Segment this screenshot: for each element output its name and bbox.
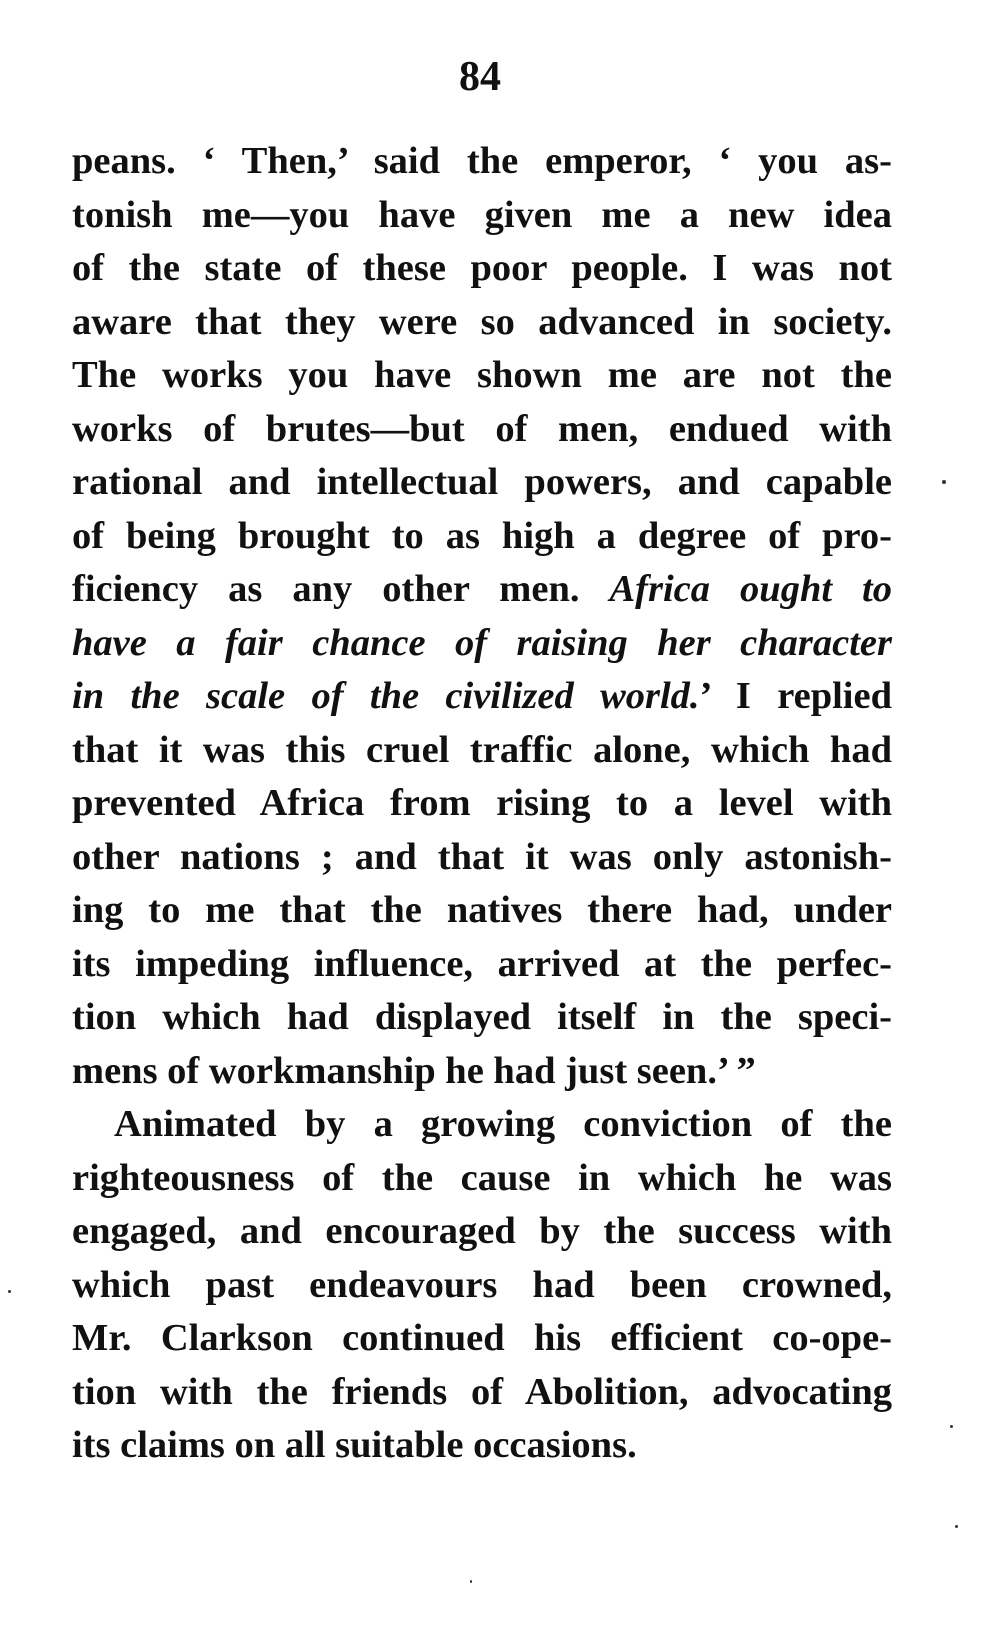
text-line [72,135,892,189]
text-line [72,1419,892,1473]
paragraph [72,135,892,1098]
text-run: tion with the friends of Abolition, advocating [72,1370,892,1413]
text-run: peans. ‘ Then,’ said the emperor, ‘ you as- [72,140,892,182]
text-line [72,1259,892,1313]
paragraph [72,1098,892,1473]
text-line [72,1312,892,1366]
text-line [72,403,892,457]
scan-speck [950,1425,953,1428]
text-line [72,777,892,831]
text-run: ficiency as any other men. [72,568,610,610]
text-run: that it was this cruel traffic alone, which had [72,728,892,771]
body-text [72,135,892,1473]
text-line [72,831,892,885]
scan-speck [8,1290,11,1293]
text-run: which past endeavours had been crowned, [72,1263,892,1306]
text-line [72,1152,892,1206]
text-run: Mr. Clarkson continued his efficient co-ope- [72,1317,892,1359]
text-run: righteousness of the cause in which he was [72,1156,892,1199]
text-run: its claims on all suitable occasions. [72,1424,637,1466]
text-line [72,724,892,778]
text-run: mens of workmanship he had just seen.’ ” [72,1049,756,1092]
text-run: prevented Africa from rising to a level with [72,782,892,824]
text-line [72,884,892,938]
text-line [72,563,892,617]
text-run: ing to me that the natives there had, under [72,889,892,931]
text-line [72,296,892,350]
text-run: of the state of these poor people. I was not [72,247,892,289]
text-line [72,349,892,403]
text-line [72,670,892,724]
text-run: tion which had displayed itself in the speci- [72,996,892,1038]
text-line [72,1045,892,1099]
text-line [72,510,892,564]
text-run: ’ I replied [699,675,892,717]
text-run: Animated by a growing conviction of the [114,1103,892,1145]
text-run: engaged, and encouraged by the success with [72,1210,892,1252]
italic-text: Africa ought to [609,568,893,610]
text-run: The works you have shown me are not the [72,354,892,396]
italic-text: have a fair chance of raising her character [72,621,892,664]
text-line [72,617,892,671]
text-run: its impeding influence, arrived at the perfec- [72,942,892,985]
text-line [72,456,892,510]
scan-speck [942,480,946,484]
scan-speck [470,1580,472,1583]
scan-speck [955,1525,958,1528]
text-line [72,189,892,243]
page-number: 84 [459,54,501,100]
text-line [72,991,892,1045]
text-run: of being brought to as high a degree of pro- [72,514,892,557]
text-line [72,938,892,992]
text-run: other nations ; and that it was only astonish- [72,835,892,878]
text-line [72,1098,892,1152]
text-run: works of brutes—but of men, endued with [72,407,892,450]
text-line [72,1205,892,1259]
italic-text: in the scale of the civilized world. [72,675,700,717]
text-line [72,1366,892,1420]
text-line [72,242,892,296]
text-run: aware that they were so advanced in society. [72,300,892,343]
text-run: rational and intellectual powers, and capable [72,461,892,503]
text-run: tonish me—you have given me a new idea [72,193,892,236]
